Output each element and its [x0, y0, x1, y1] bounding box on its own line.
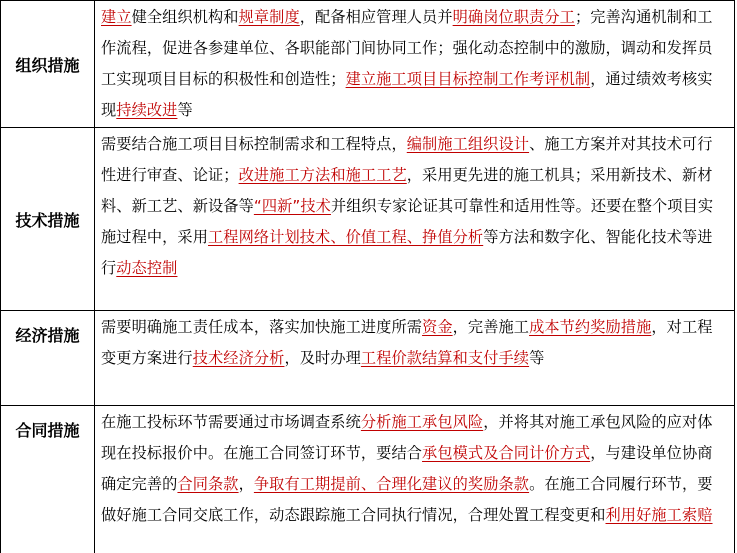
body-text: 、施工方案并对其技术可行性进行审查、论证；	[101, 135, 713, 184]
body-text: ，对工程变更方案进行	[101, 318, 713, 367]
body-text: ，及时办理	[284, 349, 361, 367]
highlighted-key-term: 改进施工方法和施工工艺	[238, 166, 407, 184]
highlighted-key-term: 承包模式及合同计价方式	[422, 444, 591, 462]
table-row	[1, 406, 735, 553]
body-text: 需要结合施工项目目标控制需求和工程特点，	[101, 135, 407, 153]
highlighted-key-term: 成本节约奖励措施	[529, 318, 652, 336]
body-text: 等	[529, 349, 545, 367]
row-label-contract: 合同措施	[1, 406, 95, 553]
highlighted-key-term: 资金	[422, 318, 453, 336]
row-content-contract	[95, 406, 735, 553]
highlighted-key-term: 动态控制	[116, 259, 178, 277]
highlighted-key-term: 工程价款结算和支付手续	[360, 349, 530, 367]
table-row	[1, 1, 735, 128]
highlighted-key-term: 建立	[101, 8, 132, 26]
row-label-economic: 经济措施	[1, 311, 95, 406]
highlighted-key-term: 工程网络计划技术、价值工程、挣值分析	[208, 228, 484, 246]
body-text: ，配备相应管理人员并	[299, 8, 453, 26]
body-text: 等方法和数字化、智能化技术等进行	[101, 228, 713, 277]
body-text: ，与建设单位协商确定完善的	[101, 444, 713, 493]
body-text: ，并将其对施工承包风险的应对体现在投标报价中。在施工合同签订环节，要结合	[101, 413, 713, 462]
row-content-organization	[95, 1, 735, 128]
highlighted-key-term: 利用好施工索赔	[605, 506, 713, 524]
body-text: ，通过绩效考核实现	[101, 70, 713, 119]
highlighted-key-term: “四新”技术	[253, 197, 331, 215]
body-text: ；完善沟通机制和工作流程，促进各参建单位、各职能部门间协同工作；强化动态控制中的激励，调动和发挥员工实现项目目标的积极性和创造性；	[101, 8, 713, 88]
row-content-technical	[95, 128, 735, 311]
highlighted-key-term: 持续改进	[116, 101, 178, 119]
body-text: ，	[238, 475, 254, 493]
highlighted-key-term: 合同条款	[177, 475, 239, 493]
highlighted-key-term: 分析施工承包风险	[360, 413, 484, 431]
highlighted-key-term: 建立施工项目目标控制工作考评机制	[345, 70, 591, 88]
row-label-technical: 技术措施	[1, 128, 95, 311]
row-label-organization: 组织措施	[1, 1, 95, 128]
highlighted-key-term: 技术经济分析	[192, 349, 285, 367]
row-content-economic	[95, 311, 735, 406]
body-text: ，采用更先进的施工机具；采用新技术、新材料、新工艺、新设备等	[101, 166, 713, 215]
table-row	[1, 128, 735, 311]
table-row	[1, 311, 735, 406]
body-text: 在施工投标环节需要通过市场调查系统	[101, 413, 361, 431]
body-text: 健全组织机构和	[131, 8, 239, 26]
highlighted-key-term: 明确岗位职责分工	[452, 8, 575, 26]
body-text: 。在施工合同履行环节，要做好施工合同交底工作，动态跟踪施工合同执行情况，合理处置工程变更和	[101, 475, 713, 524]
body-text: 并组织专家论证其可靠性和适用性等。还要在整个项目实施过程中，采用	[101, 197, 714, 246]
body-text: ，完善施工	[452, 318, 530, 336]
body-text: 需要明确施工责任成本，落实加快施工进度所需	[101, 318, 423, 336]
highlighted-key-term: 争取有工期提前、合理化建议的奖励条款	[253, 475, 530, 493]
body-text: 等	[177, 101, 193, 119]
highlighted-key-term: 规章制度	[238, 8, 300, 26]
highlighted-key-term: 编制施工组织设计	[406, 135, 530, 153]
